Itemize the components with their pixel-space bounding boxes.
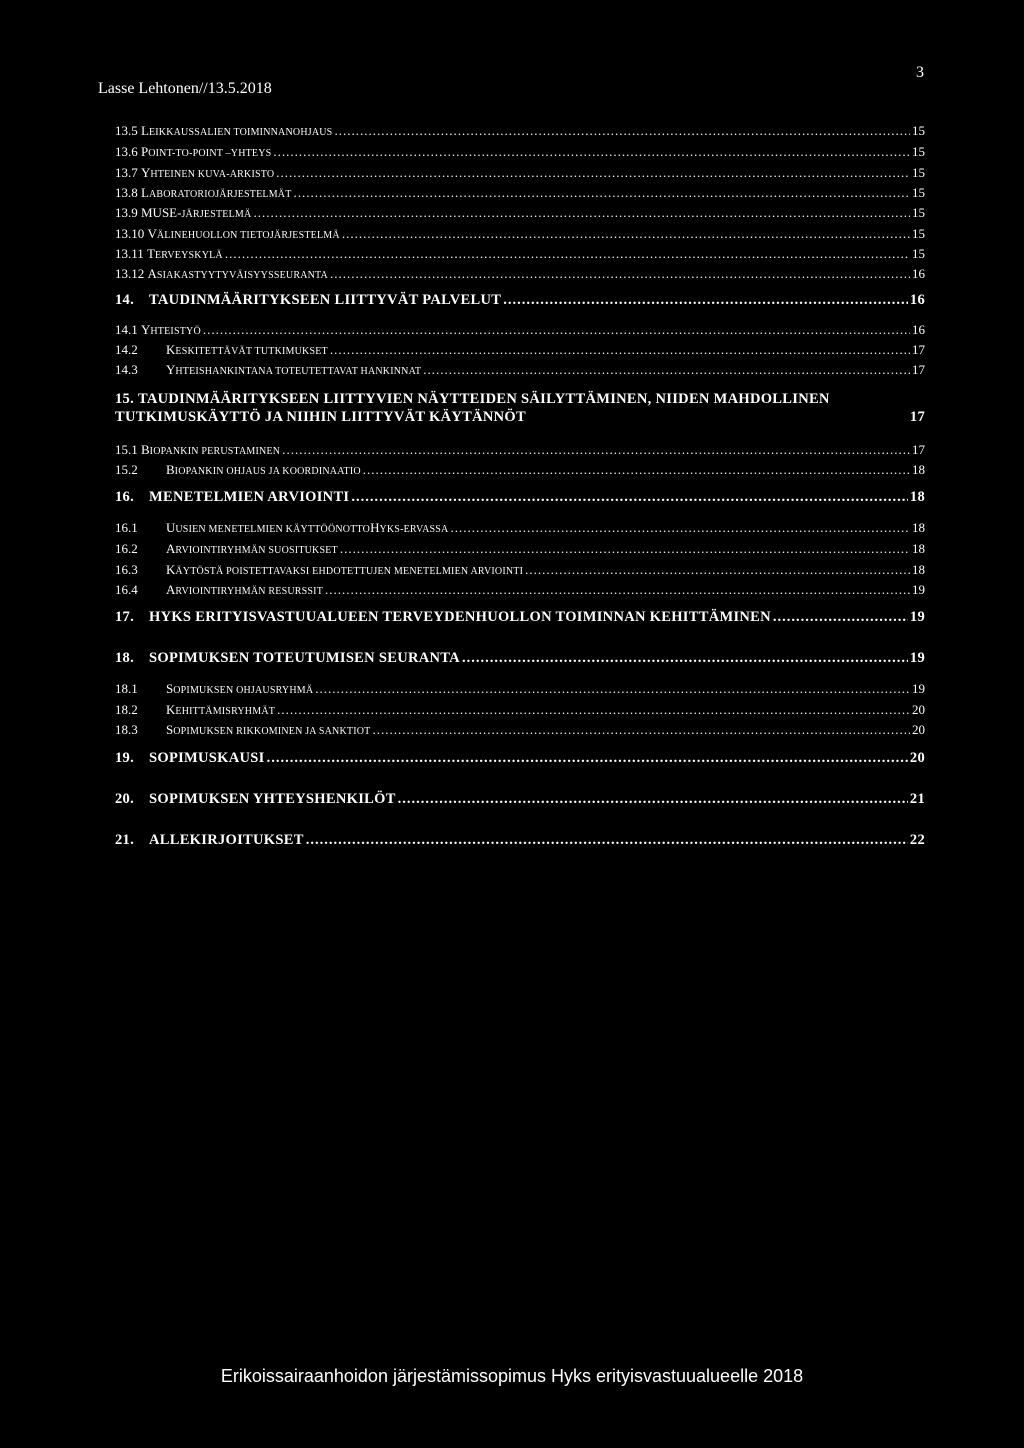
toc-entry-page: 16: [912, 266, 925, 281]
toc-entry-title: ABORATORIOJÄRJESTELMÄT: [148, 189, 292, 200]
toc-entry-number: 16.2: [115, 541, 138, 556]
toc-entry-title-initial: MUSE-: [141, 205, 182, 220]
toc-entry-number: 13.8: [115, 185, 138, 200]
toc-entry-page: 15: [912, 246, 925, 261]
toc-leader-dots: [372, 722, 910, 738]
toc-entry-16-1[interactable]: [115, 520, 925, 536]
toc-entry-title-initial: K: [166, 342, 176, 357]
toc-entry-number: 13.6: [115, 144, 138, 159]
toc-entry-page: 18: [912, 520, 925, 535]
toc-entry-18-2[interactable]: [115, 702, 925, 718]
toc-section-page: 20: [909, 750, 925, 766]
toc-section-title: ALLEKIRJOITUKSET: [149, 832, 304, 848]
toc-leader-dots: [273, 144, 910, 160]
toc-entry-number: 13.11: [115, 246, 144, 261]
toc-section-title-line1: TAUDINMÄÄRITYKSEEN LIITTYVIEN NÄYTTEIDEN SÄILYTTÄMINEN, NIIDEN MAHDOLLINEN: [137, 391, 830, 407]
toc-entry-13-11[interactable]: [115, 246, 925, 262]
toc-entry-number: 18.3: [115, 722, 138, 737]
toc-entry-14-2[interactable]: [115, 342, 925, 358]
toc-entry-number: 16.3: [115, 562, 138, 577]
toc-leader-dots: [330, 266, 910, 282]
toc-entry-number: 18.2: [115, 702, 138, 717]
toc-entry-title: OPIMUKSEN RIKKOMINEN JA SANKTIOT: [173, 726, 371, 737]
toc-section-page: 18: [909, 489, 925, 505]
toc-entry-title-initial: Y: [166, 362, 176, 377]
toc-entry-title: ÄLINEHUOLLON TIETOJÄRJESTELMÄ: [156, 230, 340, 241]
toc-section-page: 16: [909, 292, 925, 308]
toc-entry-title-initial: T: [147, 246, 155, 261]
toc-entry-title: IOPANKIN PERUSTAMINEN: [149, 446, 281, 457]
toc-section-page: 21: [909, 791, 925, 807]
toc-entry-page: 16: [912, 322, 925, 337]
toc-section-title: SOPIMUSKAUSI: [149, 750, 265, 766]
toc-leader-dots: [306, 832, 908, 849]
toc-entry-14-1[interactable]: [115, 322, 925, 338]
toc-entry-title: SIAKASTYYTYVÄISYYSSEURANTA: [156, 270, 328, 281]
toc-section-20[interactable]: [115, 791, 925, 808]
toc-entry-18-3[interactable]: [115, 722, 925, 738]
toc-section-number: 20.: [115, 791, 135, 807]
toc-entry-title-initial: A: [147, 266, 157, 281]
header-author-date: Lasse Lehtonen//13.5.2018: [98, 80, 272, 97]
toc-entry-title: RVIOINTIRYHMÄN RESURSSIT: [175, 586, 324, 597]
toc-entry-18-1[interactable]: [115, 681, 925, 697]
toc-entry-page: 20: [912, 722, 925, 737]
toc-section-number: 21.: [115, 832, 135, 848]
toc-leader-dots: [325, 582, 910, 598]
toc-entry-title: OINT-TO-POINT –YHTEYS: [148, 148, 272, 159]
toc-entry-number: 16.1: [115, 520, 138, 535]
toc-section-number: 16.: [115, 489, 135, 505]
toc-entry-title-initial: S: [166, 681, 174, 696]
toc-section-title: SOPIMUKSEN TOTEUTUMISEN SEURANTA: [149, 650, 460, 666]
toc-entry-number: 13.5: [115, 123, 138, 138]
toc-section-number: 17.: [115, 609, 135, 625]
toc-section-page: 17: [909, 409, 925, 425]
toc-entry-title-2: YKS-ERVASSA: [379, 524, 449, 535]
toc-leader-dots: [525, 562, 910, 578]
toc-entry-page: 18: [912, 462, 925, 477]
toc-entry-13-6[interactable]: [115, 144, 925, 160]
toc-leader-dots: [315, 681, 910, 697]
toc-entry-number: 13.12: [115, 266, 145, 281]
toc-entry-number: 14.1: [115, 322, 138, 337]
toc-entry-page: 15: [912, 123, 925, 138]
toc-leader-dots: [330, 342, 910, 358]
toc-section-title-line2: TUTKIMUSKÄYTTÖ JA NIIHIN LIITTYVÄT KÄYTÄNNÖT: [115, 409, 526, 425]
toc-entry-15-2[interactable]: [115, 462, 925, 478]
toc-leader-dots: [450, 520, 910, 536]
toc-entry-title-initial: P: [141, 144, 149, 159]
toc-entry-page: 19: [912, 582, 925, 597]
toc-section-18[interactable]: [115, 650, 925, 667]
toc-entry-13-7[interactable]: [115, 165, 925, 181]
toc-leader-dots: [267, 750, 908, 767]
toc-section-19[interactable]: [115, 750, 925, 767]
toc-entry-title: RVIOINTIRYHMÄN SUOSITUKSET: [175, 545, 338, 556]
toc-leader-dots: [342, 226, 910, 242]
toc-entry-page: 19: [912, 681, 925, 696]
toc-entry-page: 17: [912, 442, 925, 457]
toc-entry-page: 15: [912, 165, 925, 180]
toc-entry-title-initial: B: [141, 442, 150, 457]
toc-entry-number: 13.9: [115, 205, 138, 220]
toc-section-21[interactable]: [115, 832, 925, 849]
toc-entry-title: HTEINEN KUVA-ARKISTO: [150, 169, 275, 180]
toc-entry-page: 17: [912, 342, 925, 357]
toc-entry-number: 13.7: [115, 165, 138, 180]
toc-section-page: 22: [909, 832, 925, 848]
toc-entry-title: EHITTÄMISRYHMÄT: [175, 706, 276, 717]
toc-entry-title-initial: Y: [141, 165, 151, 180]
toc-entry-number: 14.2: [115, 342, 138, 357]
page-footer: Erikoissairaanhoidon järjestämissopimus Hyks erityisvastuualueelle 2018: [220, 1366, 804, 1386]
toc-section-number: 14.: [115, 292, 135, 308]
toc-entry-title: HTEISHANKINTANA TOTEUTETTAVAT HANKINNAT: [175, 366, 422, 377]
toc-entry-title: IOPANKIN OHJAUS JA KOORDINAATIO: [174, 466, 361, 477]
toc-entry-13-8[interactable]: [115, 185, 925, 201]
toc-entry-page: 15: [912, 185, 925, 200]
toc-leader-dots: [253, 205, 910, 221]
toc-section-number: 19.: [115, 750, 135, 766]
toc-section-page: 19: [909, 609, 925, 625]
toc-leader-dots: [203, 322, 910, 338]
toc-section-14[interactable]: [115, 292, 925, 309]
toc-entry-number: 18.1: [115, 681, 138, 696]
toc-entry-page: 17: [912, 362, 925, 377]
toc-entry-title: ERVEYSKYLÄ: [154, 250, 223, 261]
toc-entry-title-initial: K: [166, 562, 176, 577]
toc-section-page: 19: [909, 650, 925, 666]
toc-leader-dots: [351, 489, 908, 506]
toc-entry-13-10[interactable]: [115, 226, 925, 242]
toc-entry-title-initial: A: [166, 541, 176, 556]
toc-entry-title-initial: V: [147, 226, 157, 241]
toc-leader-dots: [294, 185, 910, 201]
toc-entry-title: USIEN MENETELMIEN KÄYTTÖÖNOTTO: [175, 524, 371, 535]
toc-entry-number: 13.10: [115, 226, 145, 241]
toc-entry-title-initial: K: [166, 702, 176, 717]
toc-section-number: 15.: [115, 391, 135, 407]
toc-entry-16-4[interactable]: [115, 582, 925, 598]
toc-entry-title: EIKKAUSSALIEN TOIMINNANOHJAUS: [148, 127, 333, 138]
toc-entry-number: 16.4: [115, 582, 138, 597]
toc-entry-number: 15.2: [115, 462, 138, 477]
toc-entry-title-initial: S: [166, 722, 174, 737]
toc-entry-number: 14.3: [115, 362, 138, 377]
toc-entry-page: 15: [912, 226, 925, 241]
toc-entry-title: ÄYTÖSTÄ POISTETTAVAKSI EHDOTETTUJEN MENETELMIEN ARVIOINTI: [175, 566, 524, 577]
toc-entry-page: 18: [912, 562, 925, 577]
toc-section-17[interactable]: [115, 609, 925, 626]
toc-entry-title-initial: L: [141, 123, 149, 138]
toc-entry-title-initial: U: [166, 520, 176, 535]
toc-section-number: 18.: [115, 650, 135, 666]
toc-entry-number: 15.1: [115, 442, 138, 457]
toc-section-title: HYKS ERITYISVASTUUALUEEN TERVEYDENHUOLLON TOIMINNAN KEHITTÄMINEN: [149, 609, 771, 625]
toc-leader-dots: [423, 362, 910, 378]
toc-leader-dots: [503, 292, 908, 309]
toc-section-title: MENETELMIEN ARVIOINTI: [149, 489, 350, 505]
toc-entry-page: 15: [912, 144, 925, 159]
toc-entry-title-initial-2: H: [370, 520, 380, 535]
toc-entry-16-2[interactable]: [115, 541, 925, 557]
toc-entry-page: 18: [912, 541, 925, 556]
toc-leader-dots: [282, 442, 910, 458]
page-number: 3: [916, 64, 924, 81]
toc-entry-title: JÄRJESTELMÄ: [181, 209, 252, 220]
toc-entry-title-initial: B: [166, 462, 175, 477]
toc-entry-title-initial: Y: [141, 322, 151, 337]
toc-section-16[interactable]: [115, 489, 925, 506]
toc-entry-title: OPIMUKSEN OHJAUSRYHMÄ: [173, 685, 314, 696]
toc-entry-15-1[interactable]: [115, 442, 925, 458]
toc-leader-dots: [277, 702, 910, 718]
toc-leader-dots: [334, 123, 910, 139]
toc-leader-dots: [462, 650, 908, 667]
toc-leader-dots: [773, 609, 908, 626]
toc-entry-title: HTEISTYÖ: [150, 326, 201, 337]
toc-leader-dots: [340, 541, 910, 557]
toc-section-15[interactable]: [115, 390, 925, 426]
toc-leader-dots: [363, 462, 910, 478]
toc-entry-title: ESKITETTÄVÄT TUTKIMUKSET: [175, 346, 328, 357]
toc-leader-dots: [276, 165, 910, 181]
toc-section-title: SOPIMUKSEN YHTEYSHENKILÖT: [149, 791, 396, 807]
toc-leader-dots: [225, 246, 910, 262]
toc-entry-16-3[interactable]: [115, 562, 925, 578]
toc-entry-page: 20: [912, 702, 925, 717]
toc-entry-page: 15: [912, 205, 925, 220]
toc-section-title: TAUDINMÄÄRITYKSEEN LIITTYVÄT PALVELUT: [149, 292, 502, 308]
toc-entry-13-5[interactable]: [115, 123, 925, 139]
toc-leader-dots: [398, 791, 908, 808]
toc-entry-title-initial: A: [166, 582, 176, 597]
toc-entry-14-3[interactable]: [115, 362, 925, 378]
toc-entry-13-12[interactable]: [115, 266, 925, 282]
toc-entry-13-9[interactable]: [115, 205, 925, 221]
toc-entry-title-initial: L: [141, 185, 149, 200]
